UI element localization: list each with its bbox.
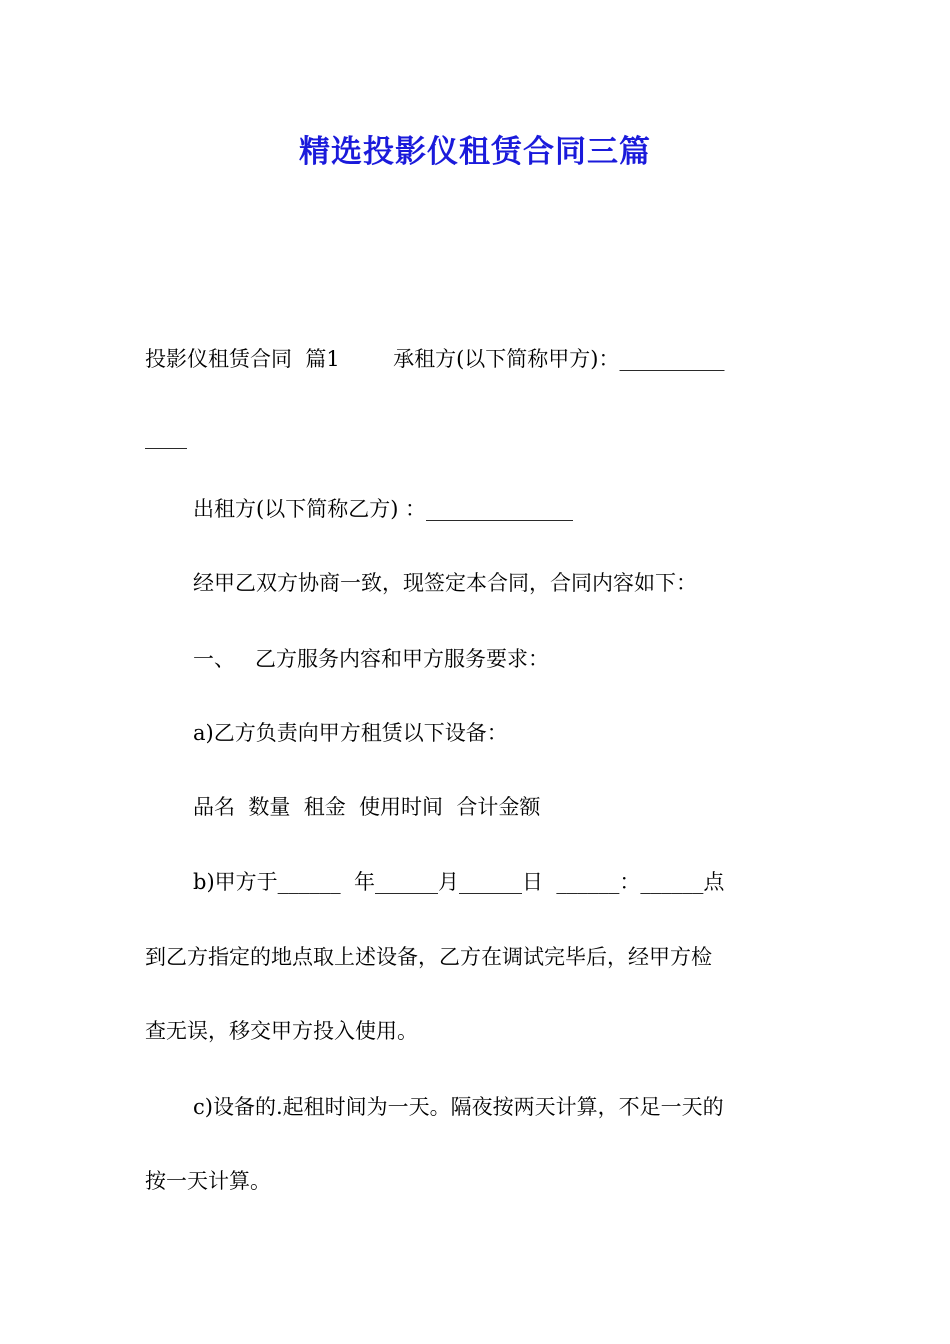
clause-b-continuation-2: 查无误，移交甲方投入使用。 [145, 1019, 418, 1043]
contract-heading-line: 投影仪租赁合同 篇1 承租方(以下简称甲方)：__________ [145, 347, 725, 371]
clause-c-continuation: 按一天计算。 [145, 1169, 271, 1193]
equipment-columns-line: 品名 数量 租金 使用时间 合计金额 [193, 795, 541, 819]
blank-continuation-line: ____ [145, 425, 187, 449]
section-one-heading: 一、 乙方服务内容和甲方服务要求： [193, 647, 550, 671]
clause-a-line: a)乙方负责向甲方租赁以下设备： [193, 721, 508, 745]
agreement-intro-line: 经甲乙双方协商一致，现签定本合同，合同内容如下： [193, 571, 697, 595]
lessor-line: 出租方(以下简称乙方) ：______________ [193, 497, 574, 521]
document-title: 精选投影仪租赁合同三篇 [299, 134, 651, 170]
clause-c-line: c)设备的.起租时间为一天。隔夜按两天计算，不足一天的 [193, 1095, 724, 1119]
clause-b-continuation-1: 到乙方指定的地点取上述设备，乙方在调试完毕后，经甲方检 [145, 945, 712, 969]
clause-b-line: b)甲方于______ 年______月______日 ______：______点 [193, 870, 725, 894]
